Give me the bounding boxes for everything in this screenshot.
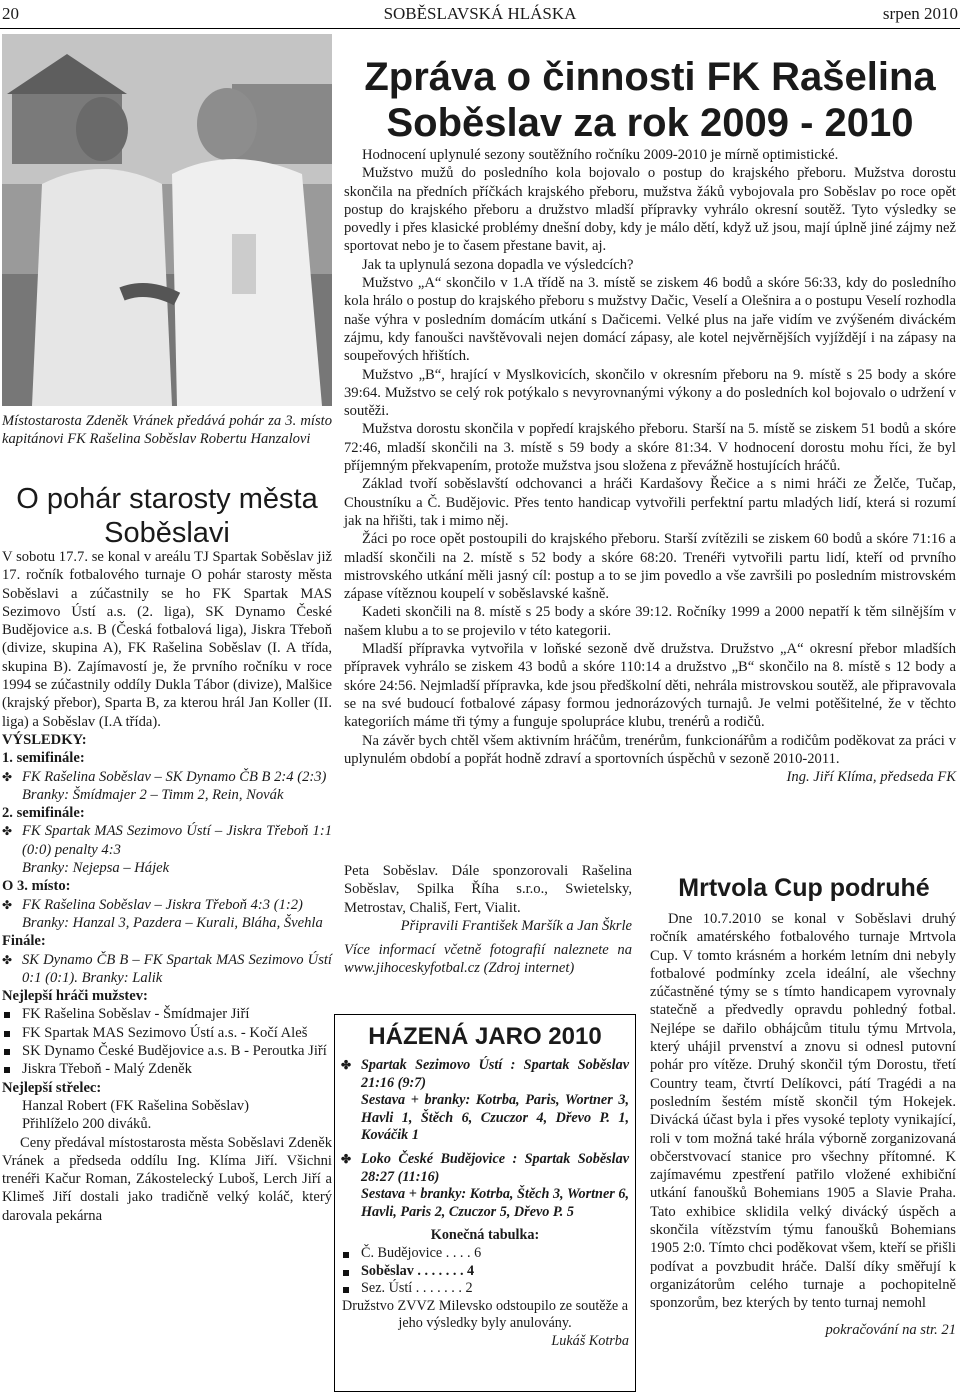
- table-heading: Konečná tabulka:: [430, 1227, 540, 1244]
- hazena-title: HÁZENÁ JARO 2010: [368, 1023, 602, 1050]
- handshake-photo: [2, 34, 332, 406]
- results-heading: VÝSLEDKY:: [2, 731, 87, 748]
- more-info: Více informací včetně fotografií naleznete na www.jihoceskyfotbal.cz (Zdroj internet): [344, 942, 632, 977]
- final-item: [2, 951, 332, 988]
- hazena-match: ✤ Loko České Budějovice : Spartak Soběslav 28:27 (11:16) Sestava + branky: Kotrba, Štěch 3, Wortner 6, Havli, Paris 2, Czuczor 5, Dřevo P. 5: [341, 1150, 629, 1220]
- mrtvola-article: [650, 910, 956, 1339]
- third-heading: O 3. místo:: [2, 878, 71, 895]
- table-row: Sez. Ústí . . . . . . . 2: [341, 1280, 629, 1298]
- bullet-icon: [4, 1049, 10, 1055]
- best-player-item: FK Spartak MAS Sezimovo Ústí a.s. - Kočí Aleš: [2, 1024, 332, 1042]
- report-paragraph: Mužstvo mužů do posledního kola bojovalo o postup do krajského přeboru. Mužstva dorostu skončila na předních příčkách krajského přeboru, mužstva žáků vybojovala pro Soběslav po roce opět postup do krajského přeboru a družstvo mladší přípravky vyhrálo okresní soutěž. Tyto výsledky se povedly i přes klasické problémy dnešní doby, kdy je málo dětí, když už jsou, mají úplně jiné zájmy než sportovat nebo je to časem přestane bavit, aj.: [344, 165, 956, 255]
- clover-icon: ✤: [2, 824, 13, 839]
- semi2-heading: 2. semifinále:: [2, 805, 85, 822]
- bullet-icon: [343, 1287, 349, 1293]
- best-player-item: FK Rašelina Soběslav - Šmídmajer Jiří: [2, 1005, 332, 1023]
- clover-icon: ✤: [2, 952, 13, 967]
- final-heading: Finále:: [2, 933, 46, 950]
- bullet-icon: [343, 1270, 349, 1276]
- semi1-item: [2, 768, 332, 805]
- report-paragraph: Mužstva dorostu skončila v popředí krajského přeboru. Starší na 5. místě se ziskem 51 bodů a skóre 72:46, mladší skončili na 3. místě s 59 body a skóre 81:34. V hodnocení dorostu mohu říci, že byl příjemným překvapením, protože mužstva jsou složena z převážně hostujících hráčů.: [344, 421, 956, 475]
- report-signature: Ing. Jiří Klíma, předseda FK: [786, 769, 956, 786]
- semi2-item: [2, 822, 332, 877]
- table-row: Č. Budějovice . . . . 6: [341, 1245, 629, 1263]
- report-title: Zpráva o činnosti FK Rašelina Soběslav za rok 2009 - 2010: [364, 55, 936, 145]
- semi1-match: FK Rašelina Soběslav – SK Dynamo ČB B 2:4 (2:3): [22, 768, 327, 785]
- third-item: [2, 896, 332, 933]
- semi2-match: FK Spartak MAS Sezimovo Ústí – Jiskra Třeboň 1:1 (0:0) penalty 4:3: [22, 823, 332, 858]
- report-paragraph: Kadeti skončili na 8. místě s 25 body a skóre 39:12. Ročníky 1999 a 2000 nepatří k těm silnějším v našem klubu a to se projevilo v této kategorii.: [344, 604, 956, 639]
- semi2-scorers: Branky: Nejepsa – Hájek: [22, 860, 170, 877]
- clover-icon: ✤: [341, 1151, 352, 1166]
- hazena-content: [341, 1057, 629, 1351]
- report-paragraph: Na závěr bych chtěl všem aktivním hráčům, trenérům, funkcionářům a rodičům poděkovat za práci v uplynulém období a popřát hodně zdraví a sportovních úspěchů v sezoně 2010-2011.: [344, 732, 956, 767]
- pohar-title: O pohár starosty města Soběslavi: [16, 483, 318, 549]
- attendance: Přihlíželo 200 diváků.: [22, 1116, 152, 1133]
- pohar-intro: V sobotu 17.7. se konal v areálu TJ Spartak Soběslav již 17. ročník fotbalového turnaje O pohár starosty města Soběslavi a zúčastnily se ho FK Spartak MAS Sezimovo Ústí a.s. (2. liga), SK Dynamo České Budějovice a.s. B (Česká fotbalová liga), Jiskra Třeboň (divize, skupina A), FK Rašelina Soběslav (I. A třída, skupina B). Zajímavostí je, že prvního ročníku v roce 1994 se zúčastnily oddíly Dukla Tábor (divize), Malšice (krajský přebor), Sparta B, za kterou hrál Jan Koller (II. liga) a Soběslav (I.A třída).: [2, 549, 332, 730]
- photo-caption: Místostarosta Zdeněk Vránek předává pohár za 3. místo kapitánovi FK Rašelina Soběslav Robertu Hanzalovi: [2, 413, 332, 447]
- clover-icon: ✤: [2, 769, 13, 784]
- best-scorer: Hanzal Robert (FK Rašelina Soběslav): [22, 1097, 249, 1114]
- page-header: [0, 0, 960, 29]
- clover-icon: ✤: [2, 897, 13, 912]
- third-match: FK Rašelina Soběslav – Jiskra Třeboň 4:3 (1:2): [22, 896, 303, 913]
- bullet-icon: [343, 1252, 349, 1258]
- report-article: [344, 146, 956, 786]
- report-paragraph: Jak ta uplynulá sezona dopadla ve výsledcích?: [362, 256, 634, 273]
- report-paragraph: Mladší přípravka vytvořila v loňské sezoně dvě družstva. Družstvo „A“ okresní přebor mladších přípravek vyhrálo se ziskem 43 bodů a skóre 110:14 a družstvo „B“ skončilo na 8. místě s 12 body a skóre 24:56. Nejmladší přípravka, kde jsou předškolní děti, nehrála mistrovskou soutěž, ale připravovala se na své budoucí fotbalové zápasy formou jednorázových turnajů. Je velmi potěšitelné, že v těchto kategoriích máme tři týmy a funguje spolupráce klubu, trenérů a rodičů.: [344, 641, 956, 731]
- page-number: 20: [2, 4, 19, 23]
- report-paragraph: Mužstvo „B“, hrající v Myslkovicích, skončilo v okresním přeboru na 9. místě s 25 body a skóre 39:64. Mužstvo se celý rok potýkalo s nevyrovnanými výkony a do posledních kol bojovalo o udržení v soutěži.: [344, 366, 956, 420]
- report-paragraph: Žáci po roce opět postoupili do krajského přeboru. Starší zvítězili se ziskem 60 bodů a skóre 71:16 a mladší skončili na 2. místě s 52 body a skóre 68:20. Trenéři vytvořili partu lidí, kteří od prvního mistrovského utkání měli jasný cíl: postup a to se jim povedlo a vše završili po posledním mistrovském zápase vítěznou koupelí v soběslavské kašně.: [344, 531, 956, 603]
- hazena-box: [334, 1014, 636, 1392]
- pohar-article: [2, 548, 332, 1225]
- semi1-heading: 1. semifinále:: [2, 750, 85, 767]
- semi1-scorers: Branky: Šmídmajer 2 – Timm 2, Rein, Novák: [22, 786, 284, 803]
- pohar-closing: Ceny předával místostarosta města Soběslavi Zdeněk Vránek a předseda oddílu Ing. Klíma Jiří. Všichni trenéři Kačur Roman, Zákostelecký Luboš, Lerch Jiří a Klimeš Jiří dostali jako tradičně velký koláč, který darovala pekárna: [2, 1134, 332, 1224]
- hazena-match: ✤ Spartak Sezimovo Ústí : Spartak Soběslav 21:16 (9:7) Sestava + branky: Kotrba, Paris, Wortner 3, Havli 1, Štěch 6, Czuczor 4, Dřevo P. 1, Kováčik 1: [341, 1057, 629, 1144]
- best-player-item: SK Dynamo České Budějovice a.s. B - Peroutka Jiří: [2, 1042, 332, 1060]
- issue-date: srpen 2010: [882, 4, 958, 23]
- best-player-item: Jiskra Třeboň - Malý Zdeněk: [2, 1060, 332, 1078]
- clover-icon: ✤: [341, 1058, 352, 1072]
- third-scorers: Branky: Hanzal 3, Pazdera – Kurali, Bláha, Švehla: [22, 914, 323, 931]
- bullet-icon: [4, 1031, 10, 1037]
- pohar-signature: Připravili František Maršík a Jan Škrle: [400, 917, 632, 934]
- pohar-continued: [344, 862, 632, 978]
- table-row: Soběslav . . . . . . . 4: [341, 1263, 629, 1281]
- best-scorer-heading: Nejlepší střelec:: [2, 1079, 102, 1096]
- final-match: SK Dynamo ČB B – FK Spartak MAS Sezimovo Ústí 0:1 (0:1). Branky: Lalik: [22, 951, 332, 986]
- report-paragraph: Hodnocení uplynulé sezony soutěžního ročníku 2009-2010 je mírně optimistické.: [362, 147, 839, 163]
- hazena-note: Družstvo ZVVZ Milevsko odstoupilo ze soutěže a jeho výsledky byly anulovány.: [341, 1297, 629, 1332]
- report-paragraph: Základ tvoří soběslavští odchovanci a hráči Kardašovy Řečice a s nimi hráči ze Želče, Tučap, Choustníku a Č. Budějovic. Přes tento handicap vytvořili perfektní partu mladých lidí, která si rozumí jak na hřišti, tak i mimo něj.: [344, 476, 956, 529]
- mrtvola-title: Mrtvola Cup podruhé: [678, 874, 930, 902]
- pohar-sponsors: Peta Soběslav. Dále sponzorovali Rašelina Soběslav, Spilka Říha s.r.o., Swietelsky, Metrostav, Chališ, Fert, Vialit.: [344, 863, 632, 916]
- publication-name: SOBĚSLAVSKÁ HLÁSKA: [383, 4, 577, 23]
- hazena-signature: Lukáš Kotrba: [551, 1332, 629, 1349]
- best-players-heading: Nejlepší hráči mužstev:: [2, 988, 148, 1005]
- mrtvola-text: Dne 10.7.2010 se konal v Soběslavi druhý ročník amatérského fotbalového turnaje Mrtvola Cup. V tomto krásném a horkém letním dni nebyly fotbalové podmínky zcela ideální, ale všechny zúčastněné týmy se s tímto handicapem vyrovnaly statečně a předvedly opravdu pohledný fotbal. Nejlépe se dařilo obhájcům titulu týmu Mrtvola, který uhájil prvenství a znovu si odnesl putovní pohár pro vítěze. Druhý skončil tým Dorostu, třetí Country team, čtvrtí Delíkovci, pátí Tragédi a na posledním šestém místě skončil tým Hokejek. Divácká účast byla i přes vysoké teploty vynikající, roli v tom možná také hrála výborně zorganizovaná občerstvovací stanice pro všechny přítomné. K zajímavému zpestření patřilo vložené exhibiční utkání fanoušků Bohemians 1905 a Slavie Praha. Tato exhibice sklidila velký divácký úspěch a skončila vítězstvím týmu fanoušků Bohemians 1905 2:0. Tímto chci poděkovat všem, kteří se přišli podívat a povzbudit hráče. Další díky směřují k organizátorům celého turnaje a pochopitelně sponzorům, bez kterých by tento turnaj nemohl: [650, 911, 956, 1312]
- continued-link[interactable]: pokračování na str. 21: [825, 1321, 956, 1338]
- bullet-icon: [4, 1012, 10, 1018]
- bullet-icon: [4, 1067, 10, 1073]
- report-paragraph: Mužstvo „A“ skončilo v 1.A třídě na 3. místě se ziskem 46 bodů a skóre 56:33, kdy do posledního kola hrálo o postup do krajského přeboru s mužstvy Dačic, Veselí a Olešnira a o postupu Veselí rozhodla naše výhra v posledním domácím utkání s Dačicemi. Velké plus na jaře vidím ve zvýšeném diváckém zájmu, kdy fanoušci navštěvovali nejen domácí zápasy, ale kotel nejvěrnějších vyjíždějí i na zápasy na soupeřových hřištích.: [344, 275, 956, 365]
